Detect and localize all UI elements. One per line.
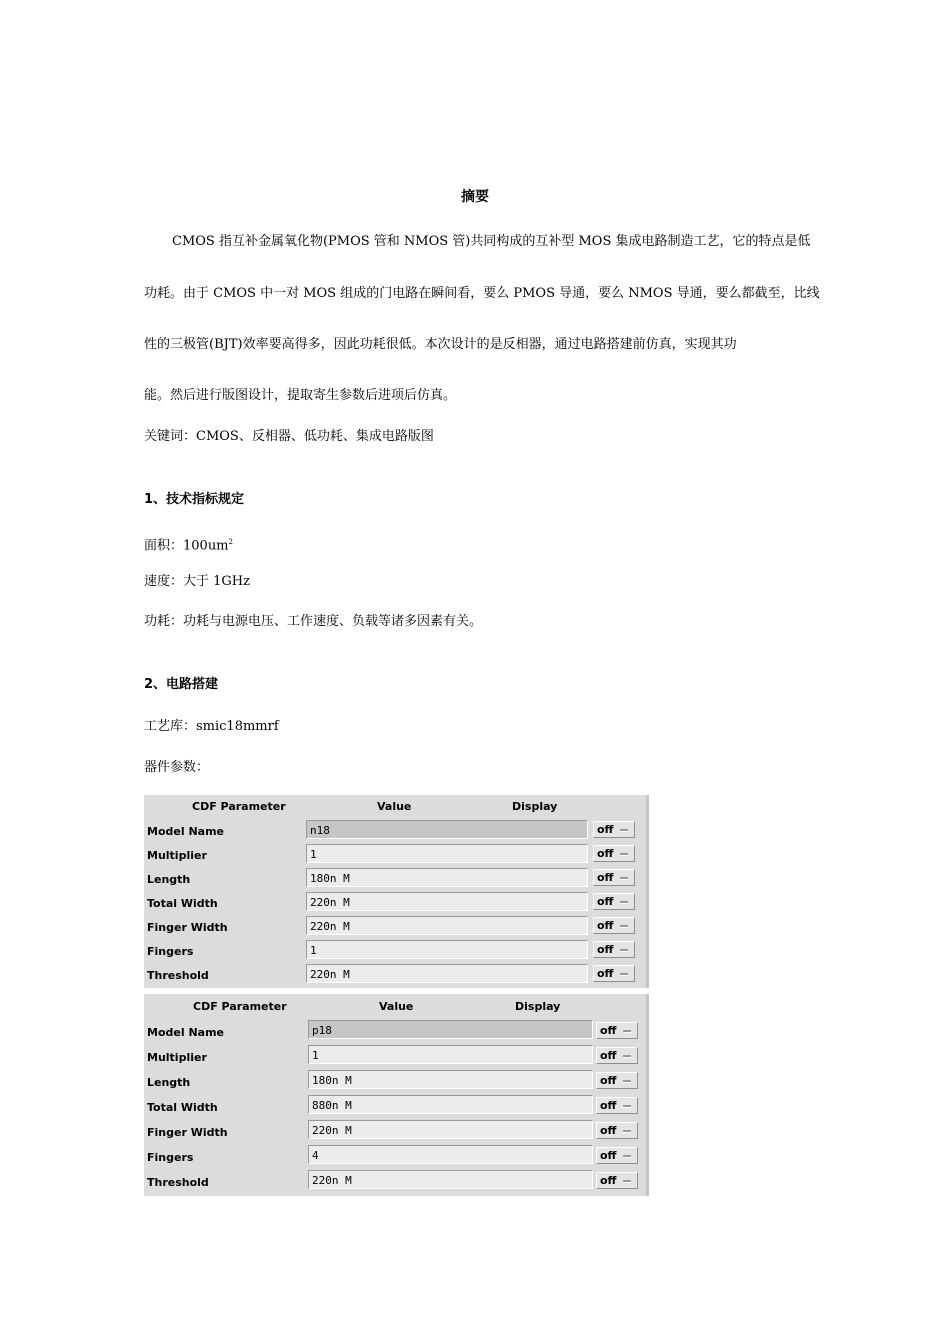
row-label: Total Width <box>147 1101 218 1114</box>
row-label: Model Name <box>147 1026 224 1039</box>
display-select[interactable] <box>596 1172 638 1189</box>
dropdown-indicator-icon <box>620 829 628 832</box>
header-display: Display <box>512 800 558 813</box>
header-cdf-parameter: CDF Parameter <box>192 800 286 813</box>
row-label: Multiplier <box>147 1051 207 1064</box>
display-select[interactable] <box>593 821 635 838</box>
dropdown-indicator-icon <box>623 1180 631 1183</box>
dropdown-indicator-icon <box>623 1105 631 1108</box>
header-display: Display <box>515 1000 561 1013</box>
cdf-panel-nmos <box>144 795 649 988</box>
display-select[interactable] <box>596 1097 638 1114</box>
cdf-header <box>144 795 646 817</box>
total-width-field[interactable]: 880n M <box>308 1095 593 1114</box>
header-value: Value <box>377 800 412 813</box>
dropdown-indicator-icon <box>620 925 628 928</box>
page-title: 摘要 <box>461 189 489 205</box>
display-select[interactable] <box>596 1022 638 1039</box>
dropdown-indicator-icon <box>623 1030 631 1033</box>
row-label: Finger Width <box>147 921 228 934</box>
display-select[interactable] <box>593 941 635 958</box>
row-label: Fingers <box>147 1151 194 1164</box>
display-select[interactable] <box>593 845 635 862</box>
display-select-value: off <box>600 1174 617 1187</box>
spec-speed: 速度：大于 1GHz <box>144 574 250 589</box>
display-select[interactable] <box>596 1147 638 1164</box>
display-select-value: off <box>600 1074 617 1087</box>
display-select-value: off <box>597 943 614 956</box>
display-select[interactable] <box>593 869 635 886</box>
finger-width-field[interactable]: 220n M <box>308 1120 593 1139</box>
fingers-field[interactable]: 4 <box>308 1145 593 1164</box>
section-1-heading: 1、技术指标规定 <box>144 492 245 507</box>
row-label: Length <box>147 1076 191 1089</box>
row-label: Length <box>147 873 191 886</box>
length-field[interactable]: 180n M <box>308 1070 593 1089</box>
display-select[interactable] <box>593 893 635 910</box>
abstract-line-4: 能。然后进行版图设计，提取寄生参数后进项后仿真。 <box>144 388 457 403</box>
abstract-line-2: 功耗。由于 CMOS 中一对 MOS 组成的门电路在瞬间看，要么 PMOS 导通，要么 NMOS 导通，要么都截至，比线 <box>144 286 820 301</box>
length-field[interactable]: 180n M <box>306 868 588 887</box>
display-select-value: off <box>597 967 614 980</box>
display-select-value: off <box>597 895 614 908</box>
display-select-value: off <box>600 1049 617 1062</box>
total-width-field[interactable]: 220n M <box>306 892 588 911</box>
row-label: Finger Width <box>147 1126 228 1139</box>
display-select[interactable] <box>596 1122 638 1139</box>
display-select-value: off <box>597 823 614 836</box>
display-select[interactable] <box>596 1047 638 1064</box>
row-label: Threshold <box>147 1176 209 1189</box>
display-select-value: off <box>600 1149 617 1162</box>
multiplier-field[interactable]: 1 <box>308 1045 593 1064</box>
spec-area <box>144 533 233 555</box>
model-name-field: n18 <box>306 820 588 839</box>
dropdown-indicator-icon <box>623 1155 631 1158</box>
display-select-value: off <box>600 1099 617 1112</box>
abstract-line-1: CMOS 指互补金属氧化物(PMOS 管和 NMOS 管)共同构成的互补型 MOS 集成电路制造工艺，它的特点是低 <box>172 234 811 249</box>
cdf-header <box>144 994 646 1016</box>
display-select-value: off <box>600 1124 617 1137</box>
header-value: Value <box>379 1000 414 1013</box>
section-2-heading: 2、电路搭建 <box>144 677 219 692</box>
display-select[interactable] <box>596 1072 638 1089</box>
display-select-value: off <box>600 1024 617 1037</box>
row-label: Threshold <box>147 969 209 982</box>
display-select-value: off <box>597 847 614 860</box>
keywords: 关键词：CMOS、反相器、低功耗、集成电路版图 <box>144 429 434 444</box>
finger-width-field[interactable]: 220n M <box>306 916 588 935</box>
dropdown-indicator-icon <box>620 877 628 880</box>
spec-area-text: 面积：100um <box>144 538 229 554</box>
display-select[interactable] <box>593 965 635 982</box>
multiplier-field[interactable]: 1 <box>306 844 588 863</box>
row-label: Fingers <box>147 945 194 958</box>
dropdown-indicator-icon <box>620 901 628 904</box>
row-label: Total Width <box>147 897 218 910</box>
dropdown-indicator-icon <box>620 973 628 976</box>
threshold-field[interactable]: 220n M <box>308 1170 593 1189</box>
model-name-field: p18 <box>308 1020 593 1039</box>
dropdown-indicator-icon <box>623 1130 631 1133</box>
row-label: Multiplier <box>147 849 207 862</box>
row-label: Model Name <box>147 825 224 838</box>
device-params-label: 器件参数： <box>144 760 210 775</box>
spec-power: 功耗：功耗与电源电压、工作速度、负载等诸多因素有关。 <box>144 614 483 629</box>
fingers-field[interactable]: 1 <box>306 940 588 959</box>
threshold-field[interactable]: 220n M <box>306 964 588 983</box>
spec-area-superscript: 2 <box>228 538 233 546</box>
header-cdf-parameter: CDF Parameter <box>193 1000 287 1013</box>
dropdown-indicator-icon <box>620 949 628 952</box>
display-select[interactable] <box>593 917 635 934</box>
dropdown-indicator-icon <box>623 1055 631 1058</box>
cdf-panel-pmos <box>144 994 649 1196</box>
abstract-line-3: 性的三极管(BJT)效率要高得多，因此功耗很低。本次设计的是反相器，通过电路搭建前仿真，实现其功 <box>144 337 737 352</box>
dropdown-indicator-icon <box>620 853 628 856</box>
process-library: 工艺库：smic18mmrf <box>144 719 279 734</box>
dropdown-indicator-icon <box>623 1080 631 1083</box>
display-select-value: off <box>597 919 614 932</box>
display-select-value: off <box>597 871 614 884</box>
